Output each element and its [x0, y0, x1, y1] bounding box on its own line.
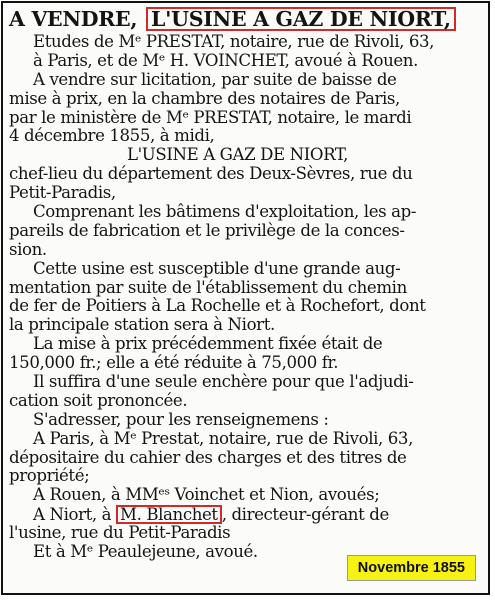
- text-line: A Paris, à Mᵉ Prestat, notaire, rue de Rivoli, 63,: [33, 428, 413, 448]
- niort-line: [9, 505, 487, 524]
- text-line: chef-lieu du département des Deux-Sèvres, rue du: [9, 164, 413, 184]
- niort-before: A Niort, à: [33, 505, 116, 525]
- text-line: Comprenant les bâtimens d'exploitation, les ap-: [33, 202, 417, 222]
- text-line: mentation par suite de l'établissement du chemin: [9, 277, 407, 297]
- blanchet-highlight: M. Blanchet: [116, 505, 222, 524]
- text-line: Etudes de Mᵉ PRESTAT, notaire, rue de Rivoli, 63,: [33, 32, 435, 51]
- text-line: Il suffira d'une seule enchère pour que l'adjudi-: [33, 372, 414, 392]
- clipping-frame: [1, 1, 490, 595]
- text-line: A Rouen, à MMᵉˢ Voinchet et Nion, avoués;: [33, 485, 380, 505]
- text-line: mise à prix, en la chambre des notaires de Paris,: [9, 88, 400, 108]
- niort-after: , directeur-gérant de: [221, 505, 389, 525]
- text-line: Et à Mᵉ Peaulejeune, avoué.: [33, 542, 258, 562]
- text-line: cation soit prononcée.: [9, 390, 188, 410]
- text-line: La mise à prix précédemment fixée était de: [33, 334, 383, 354]
- text-line: par le ministère de Mᵉ PRESTAT, notaire, le mardi: [9, 107, 412, 127]
- text-line: 150,000 fr.; elle a été réduite à 75,000 fr.: [9, 353, 339, 373]
- text-line: de fer de Poitiers à La Rochelle et à Rochefort, dont: [9, 296, 426, 316]
- text-line: 4 décembre 1855, à midi,: [9, 126, 215, 146]
- text-line: Cette usine est susceptible d'une grande aug-: [33, 258, 401, 278]
- headline-highlight: L'USINE A GAZ DE NIORT,: [146, 7, 456, 31]
- text-line: L'USINE A GAZ DE NIORT,: [127, 145, 348, 165]
- text-line: la principale station sera à Niort.: [9, 315, 275, 335]
- text-line: A vendre sur licitation, par suite de baisse de: [33, 69, 397, 89]
- text-line: sion.: [9, 239, 47, 259]
- headline-lead: A VENDRE,: [9, 7, 138, 31]
- date-badge: Novembre 1855: [347, 555, 476, 581]
- advertisement-text: [9, 7, 487, 562]
- headline: [9, 7, 487, 33]
- text-line: pareils de fabrication et le privilège de la conces-: [9, 220, 405, 240]
- text-line: propriété;: [9, 466, 90, 486]
- text-line: S'adresser, pour les renseignemens :: [33, 409, 329, 429]
- text-line: à Paris, et de Mᵉ H. VOINCHET, avoué à Rouen.: [33, 50, 418, 70]
- text-line: l'usine, rue du Petit-Paradis: [9, 523, 231, 543]
- text-line: Petit-Paradis,: [9, 183, 116, 203]
- text-line: dépositaire du cahier des charges et des titres de: [9, 447, 407, 467]
